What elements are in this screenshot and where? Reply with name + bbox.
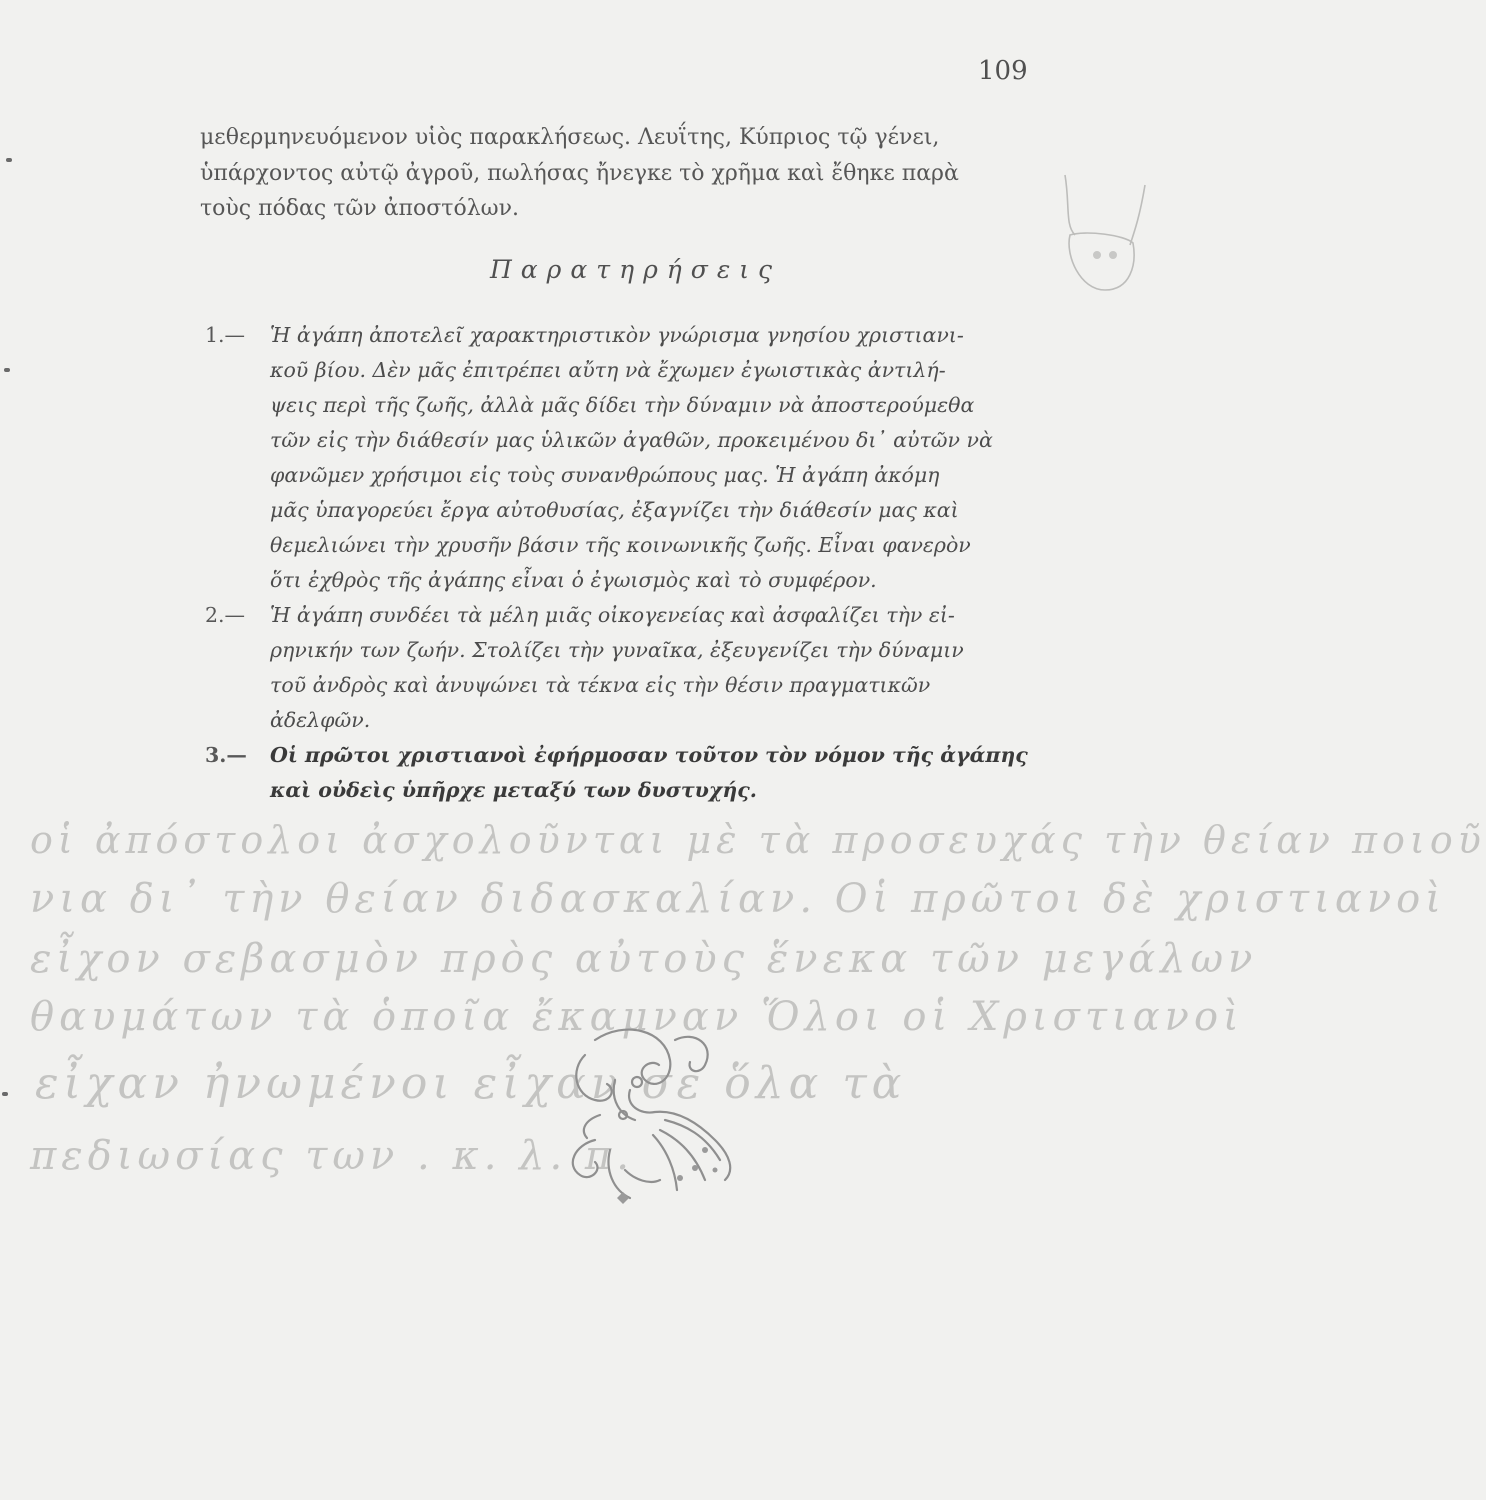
note-number: 3.— [205,743,247,767]
handwritten-line: εἶχον σεβασμὸν πρὸς αὐτοὺς ἕνεκα τῶν μεγάλων [30,936,1258,982]
note-item [205,318,1065,598]
note-line: τῶν εἰς τὴν διάθεσίν μας ὑλικῶν ἀγαθῶν, προκειμένου δι᾽ αὐτῶν νὰ [270,428,993,452]
margin-mark [2,1092,8,1096]
note-line: ἀδελφῶν. [270,708,371,732]
note-item [205,598,1065,738]
note-number: 2.— [205,603,246,627]
intro-line: ὑπάρχοντος αὐτῷ ἀγροῦ, πωλήσας ἤνεγκε τὸ χρῆμα καὶ ἔθηκε παρὰ [200,160,959,186]
intro-line: τοὺς πόδας τῶν ἀποστόλων. [200,196,519,221]
note-item [205,738,1065,808]
note-line: ὅτι ἐχθρὸς τῆς ἀγάπης εἶναι ὁ ἐγωισμὸς καὶ τὸ συμφέρον. [270,568,877,592]
note-line: θεμελιώνει τὴν χρυσῆν βάσιν τῆς κοινωνικῆς ζωῆς. Εἶναι φανερὸν [270,533,971,557]
doodle-face-icon [1045,175,1155,305]
note-line: ρηνικήν των ζωήν. Στολίζει τὴν γυναῖκα, ἐξευγενίζει τὴν δύναμιν [270,638,964,662]
note-line: Ἡ ἀγάπη συνδέει τὰ μέλη μιᾶς οἰκογενείας καὶ ἀσφαλίζει τὴν εἰ- [270,603,955,627]
notes-list [205,318,1065,808]
note-line: τοῦ ἀνδρὸς καὶ ἀνυψώνει τὰ τέκνα εἰς τὴν θέσιν πραγματικῶν [270,673,931,697]
margin-mark [4,368,10,372]
handwritten-line: πεδιωσίας των . κ. λ. π. [30,1133,634,1179]
note-line: μᾶς ὑπαγορεύει ἔργα αὐτοθυσίας, ἐξαγνίζει τὴν διάθεσίν μας καὶ [270,498,959,522]
note-line: Οἱ πρῶτοι χριστιανοὶ ἐφήρμοσαν τοῦτον τὸν νόμον τῆς ἀγάπης [270,743,1028,767]
handwritten-line: οἱ ἀπόστολοι ἀσχολοῦνται μὲ τὰ προσευχάς τὴν θείαν ποιοῦ [30,818,1486,862]
note-line: φανῶμεν χρήσιμοι εἰς τοὺς συνανθρώπους μας. Ἡ ἀγάπη ἀκόμη [270,463,940,487]
note-line: καὶ οὐδεὶς ὑπῆρχε μεταξύ των δυστυχής. [270,778,757,802]
margin-mark [6,158,12,162]
intro-line: μεθερμηνευόμενον υἱὸς παρακλήσεως. Λευΐτης, Κύπριος τῷ γένει, [200,125,940,150]
peacock-ornament-icon [555,1020,745,1210]
page-number: 109 [978,56,1028,86]
note-number: 1.— [205,323,246,347]
note-line: κοῦ βίου. Δὲν μᾶς ἐπιτρέπει αὔτη νὰ ἔχωμεν ἐγωιστικὰς ἀντιλή- [270,358,946,382]
note-line: Ἡ ἀγάπη ἀποτελεῖ χαρακτηριστικὸν γνώρισμα γνησίου χριστιανι- [270,323,964,347]
handwritten-line: εἶχαν ἠνωμένοι εἶχαν σε ὅλα τὰ [35,1058,907,1109]
section-heading: Παρατηρήσεις [490,255,782,284]
handwritten-line: νια δι᾽ τὴν θείαν διδασκαλίαν. Οἱ πρῶτοι δὲ χριστιανοὶ [30,876,1446,922]
handwritten-line: θαυμάτων τὰ ὁποῖα ἔκαμναν Ὅλοι οἱ Χριστιανοὶ [30,994,1244,1040]
note-line: ψεις περὶ τῆς ζωῆς, ἀλλὰ μᾶς δίδει τὴν δύναμιν νὰ ἀποστερούμεθα [270,393,975,417]
intro-paragraph [200,120,1060,227]
